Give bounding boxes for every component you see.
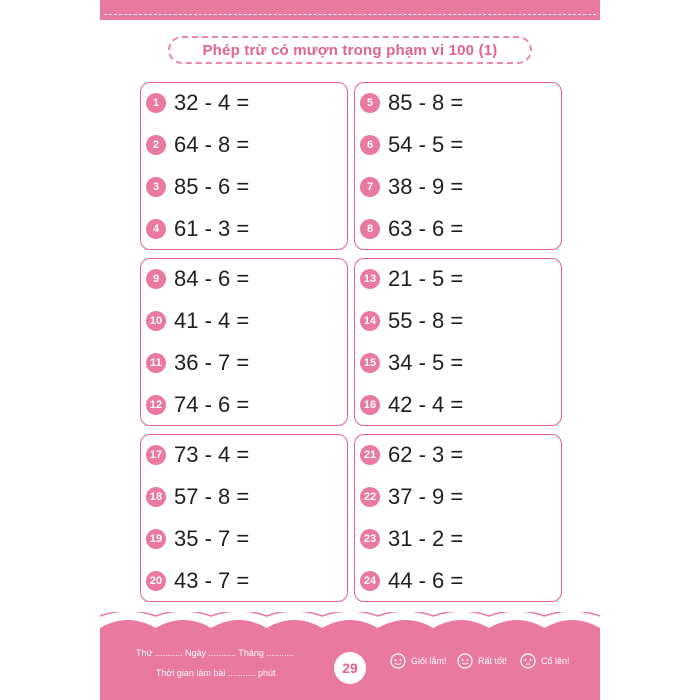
exercise-box [354, 434, 562, 602]
exercise-number-badge: 16 [360, 395, 380, 415]
exercise-expression: 85 - 8 = [388, 90, 464, 115]
exercise-number-badge: 19 [146, 529, 166, 549]
exercise-item[interactable] [146, 566, 249, 596]
exercise-expression: 63 - 6 = [388, 216, 464, 241]
top-band [100, 0, 600, 20]
exercise-item[interactable] [146, 482, 249, 512]
rating-great[interactable] [388, 652, 447, 670]
exercise-expression: 44 - 6 = [388, 568, 464, 593]
page-number: 29 [334, 652, 366, 684]
exercise-expression: 57 - 8 = [174, 484, 250, 509]
exercise-number-badge: 11 [146, 353, 166, 373]
exercise-number-badge: 15 [360, 353, 380, 373]
exercise-number-badge: 9 [146, 269, 166, 289]
exercise-expression: 35 - 7 = [174, 526, 250, 551]
exercise-expression: 37 - 9 = [388, 484, 464, 509]
exercise-item[interactable] [146, 390, 249, 420]
exercise-expression: 74 - 6 = [174, 392, 250, 417]
exercise-number-badge: 18 [146, 487, 166, 507]
exercise-item[interactable] [360, 172, 463, 202]
exercise-number-badge: 17 [146, 445, 166, 465]
exercise-number-badge: 10 [146, 311, 166, 331]
exercise-item[interactable] [146, 214, 249, 244]
time-line: Thời gian làm bài ........... phút [156, 668, 276, 678]
exercise-item[interactable] [360, 524, 463, 554]
exercise-number-badge: 6 [360, 135, 380, 155]
exercise-number-badge: 24 [360, 571, 380, 591]
exercise-expression: 84 - 6 = [174, 266, 250, 291]
exercise-expression: 36 - 7 = [174, 350, 250, 375]
exercise-number-badge: 12 [146, 395, 166, 415]
exercise-item[interactable] [146, 306, 249, 336]
exercise-number-badge: 23 [360, 529, 380, 549]
exercise-expression: 31 - 2 = [388, 526, 464, 551]
exercise-item[interactable] [360, 264, 463, 294]
footer [100, 612, 600, 700]
page-title: Phép trừ có mượn trong phạm vi 100 (1) [168, 36, 532, 64]
exercise-item[interactable] [360, 440, 463, 470]
exercise-number-badge: 7 [360, 177, 380, 197]
exercise-item[interactable] [360, 482, 463, 512]
exercise-number-badge: 1 [146, 93, 166, 113]
date-line: Thứ ........... Ngày ........... Tháng ........... [136, 648, 294, 658]
exercise-item[interactable] [146, 440, 249, 470]
face-icon [518, 652, 538, 670]
exercise-box [354, 82, 562, 250]
exercise-number-badge: 22 [360, 487, 380, 507]
face-icon [455, 652, 475, 670]
top-band-stitch [104, 14, 596, 15]
exercise-expression: 64 - 8 = [174, 132, 250, 157]
exercise-expression: 32 - 4 = [174, 90, 250, 115]
exercise-expression: 34 - 5 = [388, 350, 464, 375]
exercise-expression: 43 - 7 = [174, 568, 250, 593]
exercise-number-badge: 13 [360, 269, 380, 289]
exercise-item[interactable] [360, 306, 463, 336]
exercise-number-badge: 8 [360, 219, 380, 239]
exercise-expression: 38 - 9 = [388, 174, 464, 199]
exercise-box [140, 258, 348, 426]
exercise-expression: 54 - 5 = [388, 132, 464, 157]
exercise-item[interactable] [146, 524, 249, 554]
face-icon [388, 652, 408, 670]
exercise-item[interactable] [146, 88, 249, 118]
exercise-item[interactable] [146, 130, 249, 160]
exercise-expression: 62 - 3 = [388, 442, 464, 467]
rating-very-good[interactable] [455, 652, 507, 670]
exercise-number-badge: 5 [360, 93, 380, 113]
exercise-box [140, 434, 348, 602]
exercise-item[interactable] [360, 348, 463, 378]
exercise-box [140, 82, 348, 250]
exercise-item[interactable] [146, 264, 249, 294]
exercise-expression: 55 - 8 = [388, 308, 464, 333]
rating-great-label: Giỏi lắm! [411, 656, 447, 666]
rating-keep-going[interactable] [518, 652, 570, 670]
exercise-item[interactable] [360, 130, 463, 160]
exercise-item[interactable] [360, 566, 463, 596]
exercise-expression: 42 - 4 = [388, 392, 464, 417]
exercise-number-badge: 20 [146, 571, 166, 591]
rating-keep-going-label: Cố lên! [541, 656, 570, 666]
exercise-item[interactable] [146, 172, 249, 202]
exercise-expression: 73 - 4 = [174, 442, 250, 467]
exercise-number-badge: 4 [146, 219, 166, 239]
exercise-number-badge: 14 [360, 311, 380, 331]
exercise-number-badge: 2 [146, 135, 166, 155]
rating-very-good-label: Rất tốt! [478, 656, 508, 666]
exercise-item[interactable] [360, 390, 463, 420]
worksheet-page [100, 0, 600, 700]
exercise-number-badge: 3 [146, 177, 166, 197]
exercise-item[interactable] [146, 348, 249, 378]
exercise-box [354, 258, 562, 426]
exercise-item[interactable] [360, 214, 463, 244]
exercise-number-badge: 21 [360, 445, 380, 465]
exercise-expression: 85 - 6 = [174, 174, 250, 199]
exercise-item[interactable] [360, 88, 463, 118]
exercise-expression: 21 - 5 = [388, 266, 464, 291]
exercise-expression: 41 - 4 = [174, 308, 250, 333]
exercise-expression: 61 - 3 = [174, 216, 250, 241]
